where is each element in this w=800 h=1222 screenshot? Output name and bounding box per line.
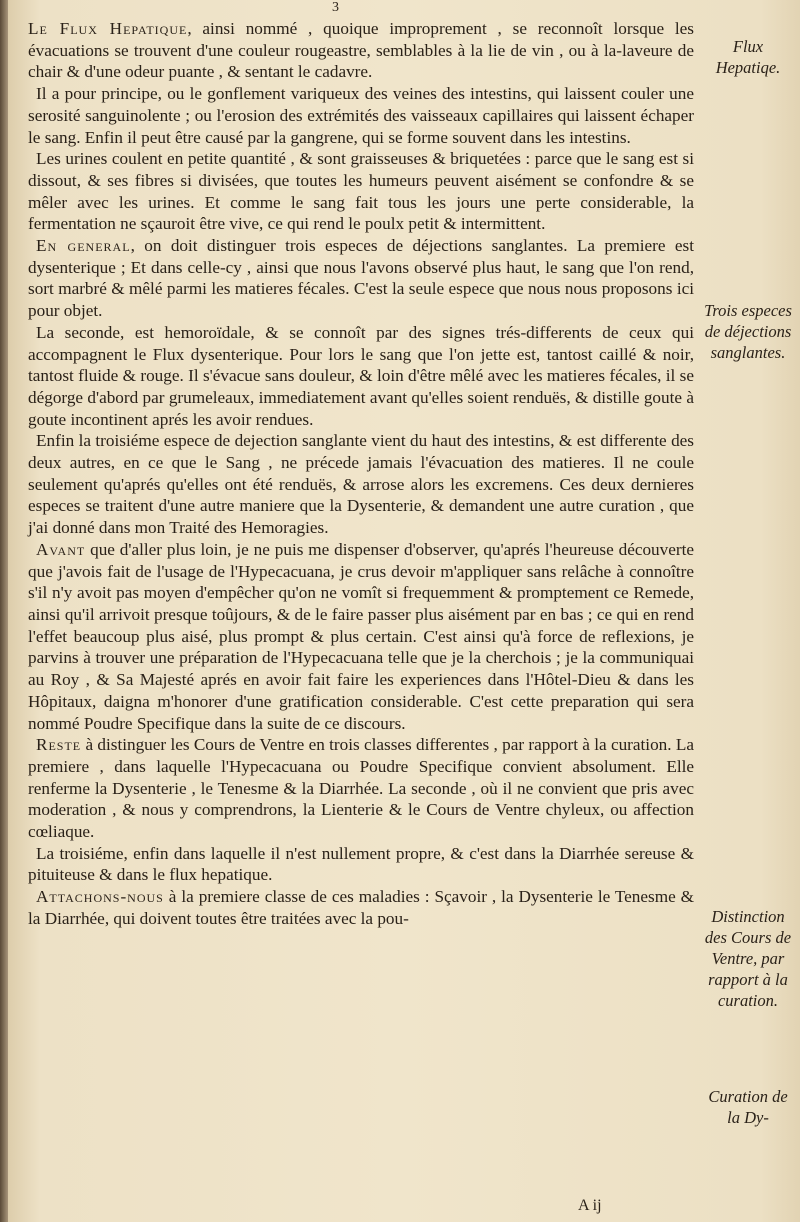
paragraph-avant: [28, 539, 694, 734]
paragraph-text: , on doit distinguer trois especes de déjections sanglantes. La premiere est dysenterique ; Et dans celle-cy , ainsi que nous l'avons observé plus haut, le sang que l'on rend, sort marbré & mêlé parmi les matieres fécales. C'est la seule espece que nous nous proposons ici pour objet.: [28, 236, 694, 321]
margin-note-trois-especes: Trois especes de déjections sanglantes.: [704, 301, 792, 362]
paragraph-flux-hepatique: [28, 18, 694, 83]
paragraph-troisieme-classe: [28, 843, 694, 886]
paragraph-reste: [28, 734, 694, 843]
paragraph-attachons: [28, 886, 694, 929]
paragraph-en-general: [28, 235, 694, 322]
paragraph-text: , ainsi nommé , quoique improprement , se reconnoît lorsque les évacuations se trouvent d'une couleur rougeastre, semblables à la lie de vin , ou à la-laveure de chair & d'une odeur puante , & sentant le cadavre.: [28, 19, 694, 82]
paragraph-seconde: [28, 322, 694, 431]
lead-words: En general: [36, 236, 131, 256]
margin-note-flux-hepatique: Flux Hepatiqe.: [715, 37, 781, 77]
paragraph-text: à distinguer les Cours de Ventre en trois classes differentes , par rapport à la curation. La premiere , dans laquelle l'Hypecacuana ou Poudre Specifique convient absolument. Elle renferme la Dysenterie , le Tenesme & la Diarrhée. La seconde , où il ne convient que pris avec moderation , & nous y comprendrons, la Lienterie & le Cours de Ventre chyleux, ou affection cœliaque.: [28, 735, 694, 842]
paragraph-text: que d'aller plus loin, je ne puis me dispenser d'observer, qu'aprés l'heureuse découverte que j'avois fait de l'usage de l'Hypecacuana, je crus devoir m'appliquer sans relâche à connoître s'il n'y avoit pas moyen d'empêcher qu'on ne vomît si frequemment & promptement ce Remede, ainsi qu'il arrivoit presque toûjours, & de le faire passer plus aisément par en bas ; ce qui en rend l'effet beaucoup plus aisé, plus prompt & plus certain. C'est ainsi qu'à force de reflexions, je parvins à trouver une préparation de l'Hypecacuana telle que je la cherchois ; je la communiquai au Roy , & Sa Majesté aprés en avoir fait faire les experiences dans l'Hôtel-Dieu & dans les Hôpitaux, daigna m'honorer d'une gratification considerable. C'est cette preparation qui sera nommé Poudre Specifique dans la suite de ce discours.: [28, 539, 694, 733]
paragraph-troisieme-espece: [28, 430, 694, 539]
paragraph-text: Il a pour principe, ou le gonflement variqueux des veines des intestins, qui laissent couler une serosité sanguinolente ; ou l'erosion des extrémités des vaisseaux capillaires qui laissent échaper le sang. Enfin il peut être causé par la gangrene, qui se forme souvent dans les intestins.: [28, 84, 694, 147]
margin-note-curation: Curation de la Dy-: [708, 1087, 788, 1127]
paragraph-text: Les urines coulent en petite quantité , & sont graisseuses & briquetées : parce que le sang est si dissout, & ses fibres si divisées, que toutes les humeurs peuvent aisément se confondre & se mêler avec les urines. Et comme le sang fait tous les jours une perte considerable, la fermentation ne sçauroit être vive, ce qui rend le poulx petit & intermittent.: [28, 149, 694, 234]
lead-words: Le Flux Hepatique: [28, 19, 188, 38]
paragraph-text: à la premiere classe de ces maladies : Sçavoir , la Dysenterie le Tenesme & la Diarrhée, qui doivent toutes être traitées avec la pou-: [28, 887, 695, 928]
paragraph-urines: [28, 148, 694, 235]
margin-note-distinction: Distinction des Cours de Ventre, par rapport à la curation.: [704, 907, 792, 1010]
paragraph-principe: [28, 83, 694, 148]
lead-words: Reste: [36, 735, 82, 755]
page-number: 3: [332, 0, 339, 15]
lead-words: Attachons-nous: [36, 887, 164, 907]
main-text: [28, 18, 694, 930]
lead-words: Avant: [36, 539, 86, 559]
binding-gutter: [0, 0, 8, 1222]
paragraph-text: La troisiéme, enfin dans laquelle il n'est nullement propre, & c'est dans la Diarrhée sereuse & pituiteuse & dans le flux hepatique.: [28, 843, 694, 885]
paragraph-text: La seconde, est hemoroïdale, & se connoît par des signes trés-differents de ceux qui accompagnent le Flux dysenterique. Pour lors le sang que l'on jette est, tantost caillé & noir, tantost fluide & rouge. Il s'évacue sans douleur, & loin d'être mêlé avec les matieres fécales, il se dégorge d'abord par grumeleaux, immediatement avant qu'elles soient renduës, & distille goute à goute incontinent aprés les avoir rendues.: [28, 322, 694, 429]
paragraph-text: Enfin la troisiéme espece de dejection sanglante vient du haut des intestins, & est differente des deux autres, en ce que le Sang , ne précede jamais l'évacuation des matieres. Il ne coule seulement qu'aprés qu'elles ont été renduës, & arrose alors les excremens. Ces deux dernieres especes se traitent d'une autre maniere que la Dysenterie, & demandent une autre curation , que j'ai donné dans mon Traité des Hemoragies.: [28, 431, 694, 538]
signature-mark: A ij: [578, 1197, 602, 1214]
